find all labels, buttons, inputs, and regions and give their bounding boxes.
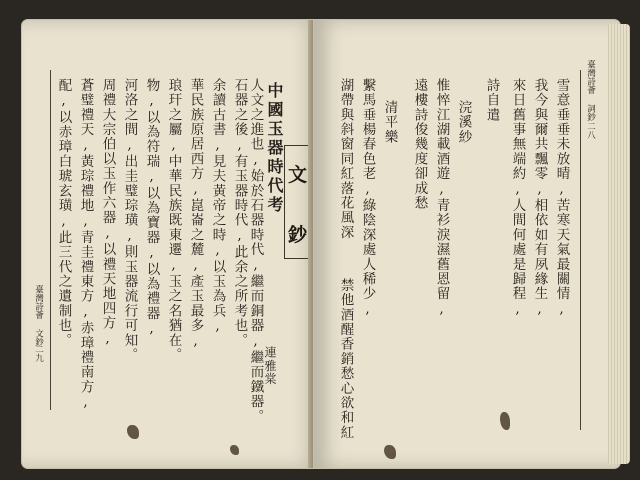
right-running-head: 臺灣詩薈 詞鈔 — [585, 60, 596, 121]
right-col-5: 浣溪紗 — [455, 100, 472, 145]
paper-stain — [127, 425, 139, 439]
paper-stain — [500, 412, 510, 430]
right-col-8: 清平樂 — [381, 100, 398, 145]
left-col-1: 人文之進也,始於石器時代,繼而銅器,繼而鐵器。 — [247, 78, 264, 424]
left-page — [22, 20, 320, 468]
page-stack-edge — [608, 24, 630, 464]
author-name: 連雅棠 — [263, 346, 277, 386]
right-col-9: 繫馬垂楊春色老,綠陰深處人稀少, — [359, 78, 376, 319]
left-col-10: 配,以赤璋白琥玄璜,此三代之遺制也。 — [55, 78, 72, 348]
essay-title: 中國玉器時代考 — [265, 82, 284, 215]
right-col-7: 遠樓詩俊幾度卻成愁 — [411, 78, 428, 211]
left-col-5: 琅玕之屬,中華民族既東遷,玉之名猶在。 — [165, 78, 182, 363]
left-col-2: 石器之後,有玉器時代,此余之所考也。 — [231, 78, 248, 348]
right-page-number: 二八 — [585, 122, 596, 139]
left-page-number: 二九 — [33, 345, 44, 362]
right-page — [314, 20, 620, 468]
right-col-1: 雪意垂垂未放晴,苦寒天氣最關情, — [553, 78, 570, 319]
left-running-head: 臺灣詩薈 文鈔 — [33, 285, 44, 346]
left-col-7: 河洛之間,出圭璧琮璜,則玉器流行可知。 — [121, 78, 138, 363]
section-title-char-2: 鈔 — [288, 224, 308, 246]
right-margin-rule — [580, 70, 581, 430]
right-col-4: 詩自遣 — [483, 78, 500, 123]
left-col-8: 周禮大宗伯以玉作六器,以禮天地四方, — [99, 78, 116, 348]
left-col-9: 蒼璧禮天,黃琮禮地,青圭禮東方,赤璋禮南方, — [77, 78, 94, 412]
right-col-2: 我今與爾共飄零,相依如有夙緣生, — [531, 78, 548, 319]
right-col-6: 惟悴江湖載酒遊,青衫淚濕舊恩留, — [433, 78, 450, 319]
left-margin-rule — [50, 70, 51, 410]
section-title-char-1: 文 — [288, 164, 308, 186]
right-col-10: 湖帶與斜窗同紅落花風深 — [337, 78, 354, 240]
right-col-3: 來日舊事無端約,人間何處是歸程, — [509, 78, 526, 319]
left-col-3: 余讀古書,見夫黃帝之時,以玉為兵, — [209, 78, 226, 336]
open-book — [8, 6, 634, 476]
left-col-6: 物,以為符瑞,以為寶器,以為禮器, — [143, 78, 160, 338]
paper-stain — [384, 445, 396, 459]
paper-stain — [230, 445, 239, 455]
left-col-4: 華民族原居西方,崑崙之麓,產玉最多, — [187, 78, 204, 351]
right-col-11: 禁他酒醒香銷愁心欲和紅 — [337, 278, 354, 440]
